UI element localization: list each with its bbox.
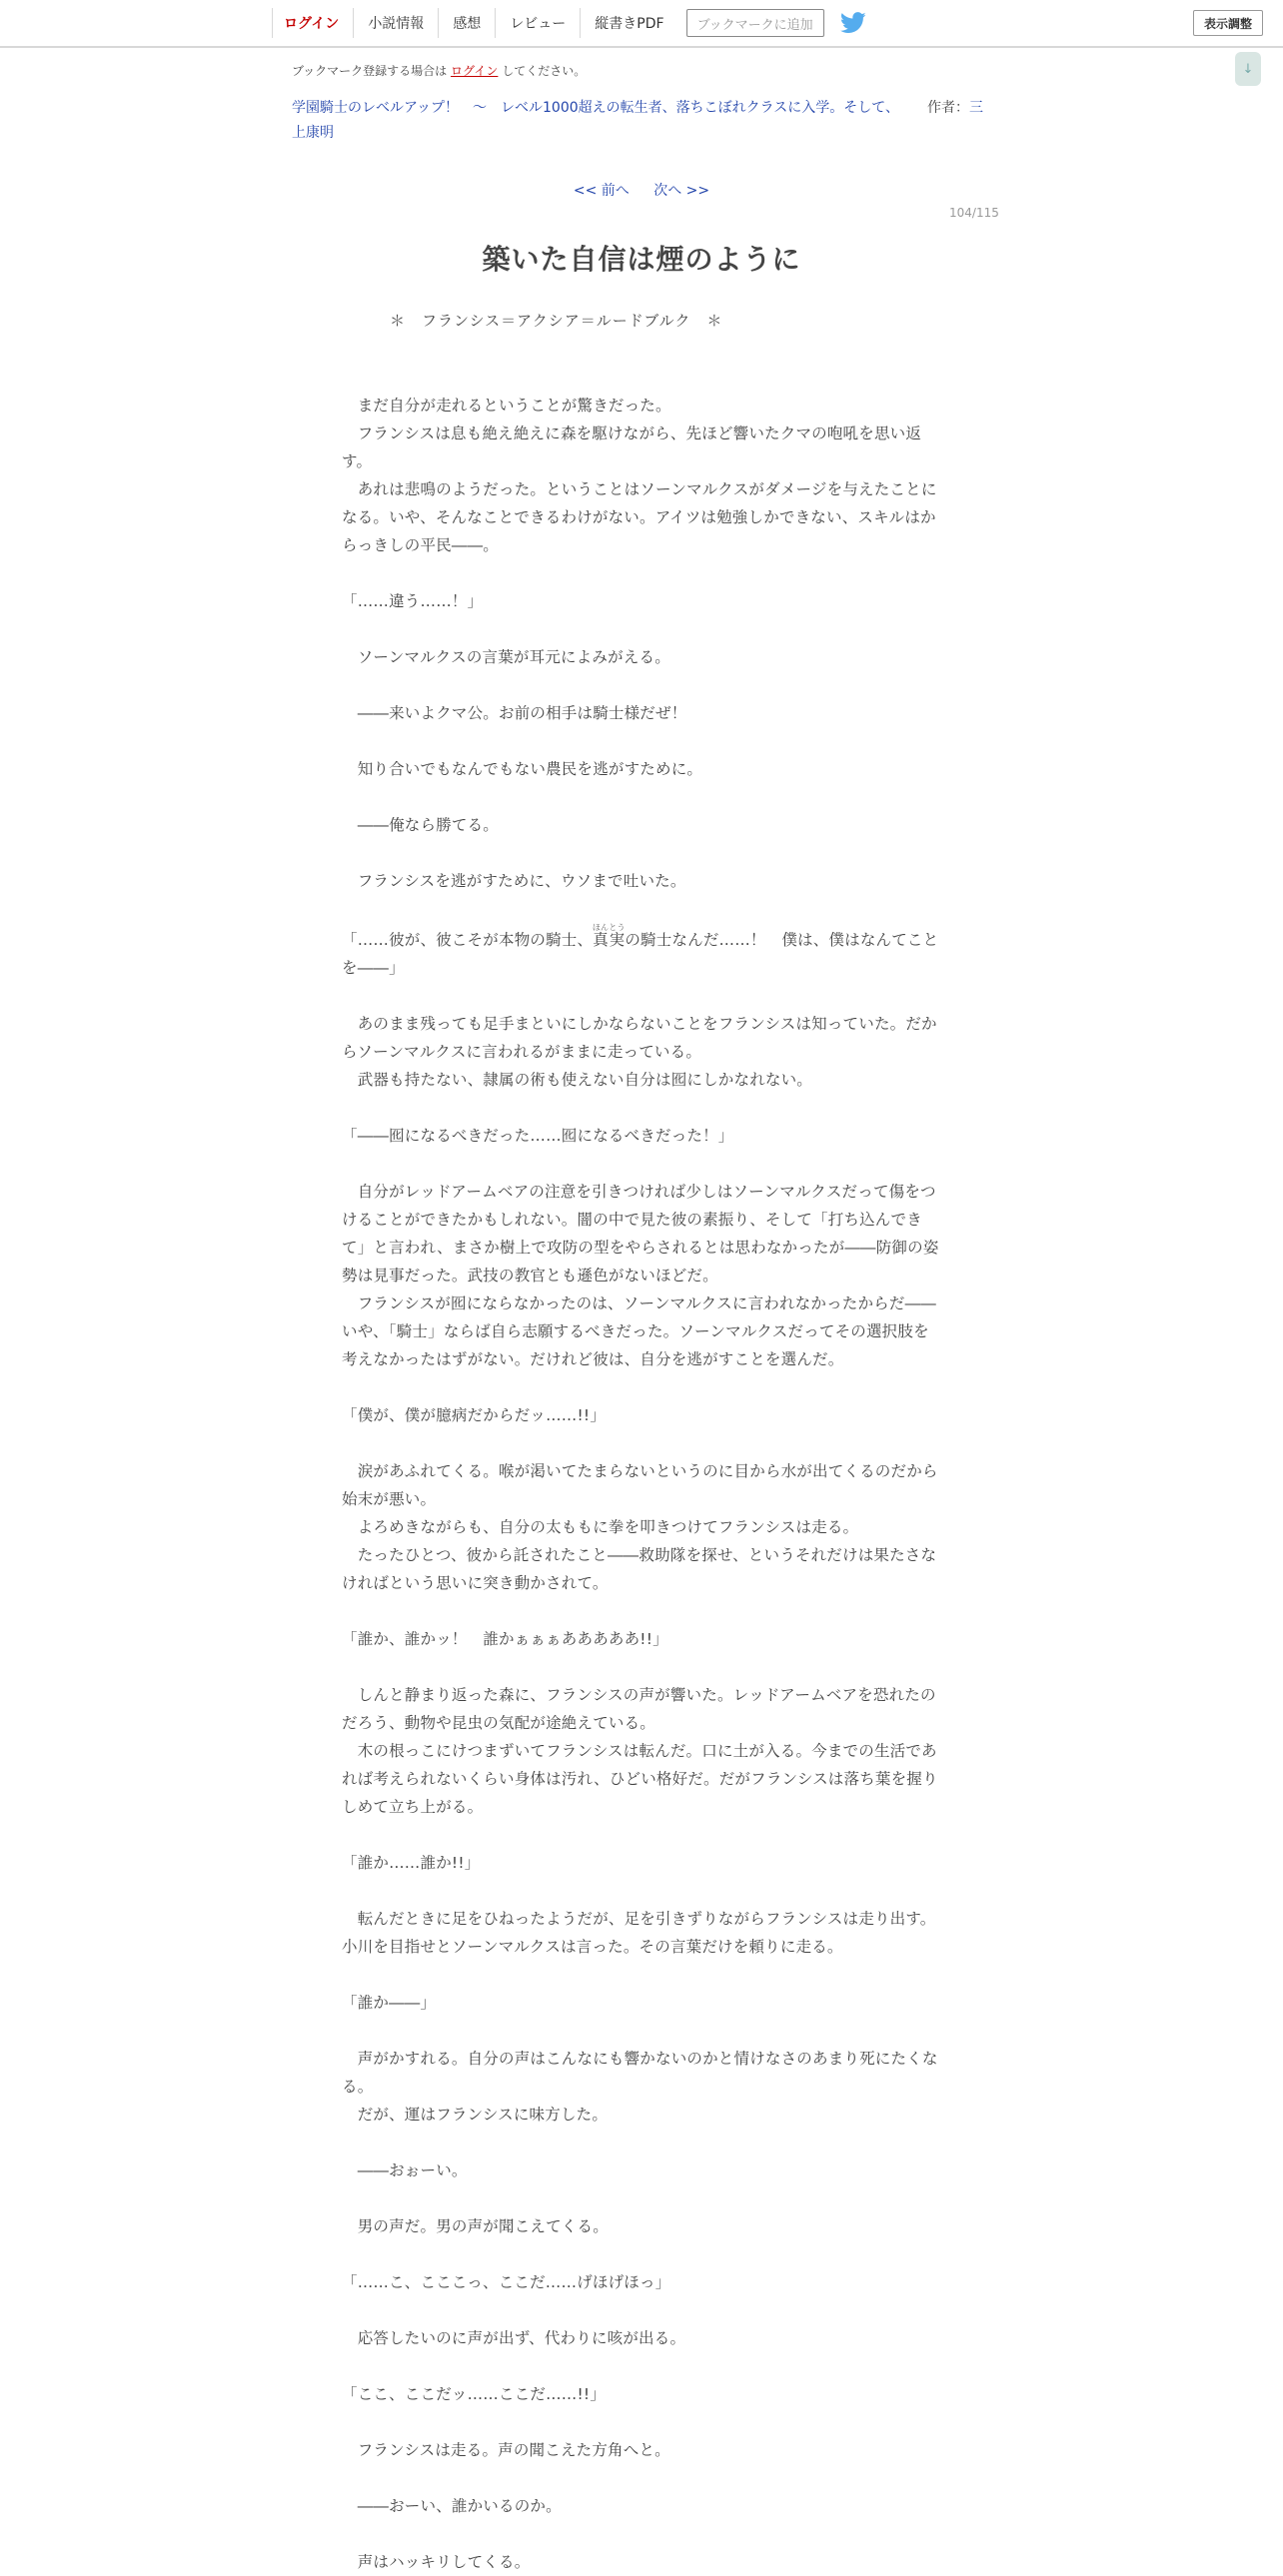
- ruby-base: 真実: [592, 931, 626, 949]
- chapter-preface: ＊ フランシス＝アクシア＝ルードブルク ＊: [390, 312, 723, 330]
- body-line: 「誰か――」: [342, 1994, 437, 2012]
- prev-page-link[interactable]: << 前へ: [573, 183, 630, 199]
- display-settings-button[interactable]: 表示調整: [1193, 10, 1263, 36]
- nav-impressions[interactable]: 感想: [438, 8, 495, 38]
- blank-line: [342, 671, 941, 699]
- blank-line: [342, 895, 941, 923]
- ruby-reading: ほんとう: [592, 923, 626, 932]
- body-line: 木の根っこにけつまずいてフランシスは転んだ。口に土が入る。今までの生活であれば考えられないくらい身体は汚れ、ひどい格好だ。だがフランシスは落ち葉を握りしめて立ち上がる。: [342, 1742, 938, 1816]
- blank-line: [342, 2017, 941, 2045]
- blank-line: [342, 1094, 941, 1122]
- nav-vertical-pdf[interactable]: 縦書きPDF: [580, 8, 677, 38]
- blank-line: [342, 1961, 941, 1989]
- body-line: 「……違う……！」: [342, 592, 484, 610]
- body-line: 涙があふれてくる。喉が渇いてたまらないというのに目から水が出てくるのだから始末が悪い。: [342, 1462, 938, 1508]
- body-line: たったひとつ、彼から託されたこと――救助隊を探せ、というそれだけは果たさなければという思いに突き動かされて。: [342, 1546, 937, 1592]
- nav-review[interactable]: レビュー: [495, 8, 580, 38]
- body-line: 応答したいのに声が出ず、代わりに咳が出る。: [342, 2329, 686, 2347]
- page-count: 104/115: [949, 206, 999, 220]
- blank-line: [342, 615, 941, 643]
- body-line: 「……こ、こここっ、ここだ……げほげほっ」: [342, 2273, 671, 2291]
- body-line: フランシスは息も絶え絶えに森を駆けながら、先ほど響いたクマの咆吼を思い返す。: [342, 425, 922, 470]
- body-line: 「ここ、ここだッ……ここだ……!!」: [342, 2385, 607, 2403]
- body-line: 「誰か、誰かッ！ 誰かぁぁぁあああああ!!」: [342, 1630, 668, 1648]
- body-line: 「――囮になるべきだった……囮になるべきだった！」: [342, 1127, 734, 1145]
- blank-line: [342, 2352, 941, 2380]
- body-line: まだ自分が走れるということが驚きだった。: [342, 397, 671, 415]
- body-line: フランシスは走る。声の聞こえた方角へと。: [342, 2441, 670, 2459]
- chapter-title: 築いた自信は煙のように: [482, 243, 801, 276]
- body-line: 武器も持たない、隷属の術も使えない自分は囮にしかなれない。: [342, 1071, 813, 1089]
- top-pager: [0, 180, 1283, 200]
- body-line: よろめきながらも、自分の太ももに拳を叩きつけてフランシスは走る。: [342, 1518, 859, 1536]
- ruby-base: ウソ: [560, 872, 593, 890]
- blank-line: [342, 982, 941, 1010]
- body-line: あのまま残っても足手まといにしかならないことをフランシスは知っていた。だからソーンマルクスに言われるがままに走っている。: [342, 1015, 937, 1061]
- body-line: あれは悲鳴のようだった。ということはソーンマルクスがダメージを与えたことになる。いや、そんなことできるわけがない。アイツは勉強しかできない、スキルはからっきしの平民――。: [342, 480, 937, 554]
- blank-line: [342, 2408, 941, 2436]
- body-text: の騎士なんだ……！ 僕は、僕はなんてことを――」: [342, 931, 939, 977]
- body-line: ――俺なら勝てる。: [342, 816, 500, 834]
- body-line: 「僕が、僕が臆病だからだッ……!!」: [342, 1406, 607, 1424]
- blank-line: [342, 2240, 941, 2268]
- body-line-ruby: [342, 923, 941, 982]
- blank-line: [342, 1821, 941, 1849]
- body-line: 男の声だ。男の声が聞こえてくる。: [342, 2217, 609, 2235]
- author-link[interactable]: 三上康明: [292, 100, 983, 141]
- blank-line: [342, 2184, 941, 2212]
- blank-line: [342, 559, 941, 587]
- series-info: [292, 96, 995, 146]
- main-nav: [272, 0, 866, 46]
- body-line: ――おーい、誰かいるのか。: [342, 2497, 562, 2515]
- blank-line: [342, 1653, 941, 1681]
- author-label: 作者：: [926, 100, 969, 116]
- blank-line: [342, 1429, 941, 1457]
- add-bookmark-button[interactable]: ブックマークに追加: [686, 9, 824, 37]
- body-text: まで吐いた。: [592, 872, 686, 890]
- body-text: フランシスを逃がすために、: [342, 872, 561, 890]
- body-line: 知り合いでもなんでもない農民を逃がすために。: [342, 760, 703, 778]
- body-line: 「誰か……誰か!!」: [342, 1854, 481, 1872]
- body-line: フランシスが囮にならなかったのは、ソーンマルクスに言われなかったからだ――いや、「騎士」ならば自ら志願するべきだった。ソーンマルクスだってその選択肢を考えなかったはずがない。だけれど彼は、自分を逃がすことを選んだ。: [342, 1294, 936, 1368]
- bookmark-notice-suffix: してください。: [502, 64, 587, 78]
- body-line-ruby: [342, 867, 941, 895]
- twitter-bird-icon[interactable]: [840, 12, 866, 34]
- bookmark-login-link[interactable]: ログイン: [451, 64, 499, 78]
- body-line: だが、運はフランシスに味方した。: [342, 2106, 609, 2124]
- body-line: ――来いよクマ公。お前の相手は騎士様だぜ！: [342, 704, 687, 722]
- blank-line: [342, 1373, 941, 1401]
- body-line: 声がかすれる。自分の声はこんなにも響かないのかと情けなさのあまり死にたくなる。: [342, 2050, 938, 2096]
- bookmark-notice: [292, 62, 586, 79]
- body-line: 転んだときに足をひねったようだが、足を引きずりながらフランシスは走り出す。小川を目指せとソーンマルクスは言った。その言葉だけを頼りに走る。: [342, 1910, 936, 1956]
- body-line: 自分がレッドアームベアの注意を引きつければ少しはソーンマルクスだって傷をつけることができたかもしれない。闇の中で見た彼の素振り、そして「打ち込んできて」と言われ、まさか樹上で攻防の型をやらされるとは思わなかったが――防御の姿勢は見事だった。武技の教官とも遜色がないほどだ。: [342, 1183, 939, 1285]
- blank-line: [342, 2129, 941, 2156]
- series-title-link[interactable]: 学園騎士のレベルアップ！ 〜 レベル1000超えの転生者、落ちこぼれクラスに入学。そして、: [292, 100, 899, 116]
- blank-line: [342, 1150, 941, 1178]
- nav-login[interactable]: ログイン: [272, 8, 353, 38]
- blank-line: [342, 2520, 941, 2548]
- blank-line: [342, 727, 941, 755]
- bookmark-notice-prefix: ブックマーク登録する場合は: [292, 64, 448, 78]
- blank-line: [342, 783, 941, 811]
- body-line: しんと静まり返った森に、フランシスの声が響いた。レッドアームベアを恐れたのだろう、動物や昆虫の気配が途絶えている。: [342, 1686, 936, 1732]
- blank-line: [342, 1597, 941, 1625]
- blank-line: [342, 2296, 941, 2324]
- blank-line: [342, 2464, 941, 2492]
- body-text: 「……彼が、彼こそが本物の騎士、: [342, 931, 594, 949]
- top-header: [0, 0, 1283, 48]
- blank-line: [342, 839, 941, 867]
- body-line: ソーンマルクスの言葉が耳元によみがえる。: [342, 648, 670, 666]
- next-page-link[interactable]: 次へ >>: [653, 183, 710, 199]
- body-line: ――おぉーい。: [342, 2161, 468, 2179]
- novel-body: [342, 392, 941, 2576]
- ruby-word: [592, 923, 626, 949]
- body-line: 声はハッキリしてくる。: [342, 2553, 531, 2571]
- blank-line: [342, 1877, 941, 1905]
- nav-novel-info[interactable]: 小説情報: [353, 8, 438, 38]
- scroll-down-button[interactable]: ↓: [1235, 52, 1261, 86]
